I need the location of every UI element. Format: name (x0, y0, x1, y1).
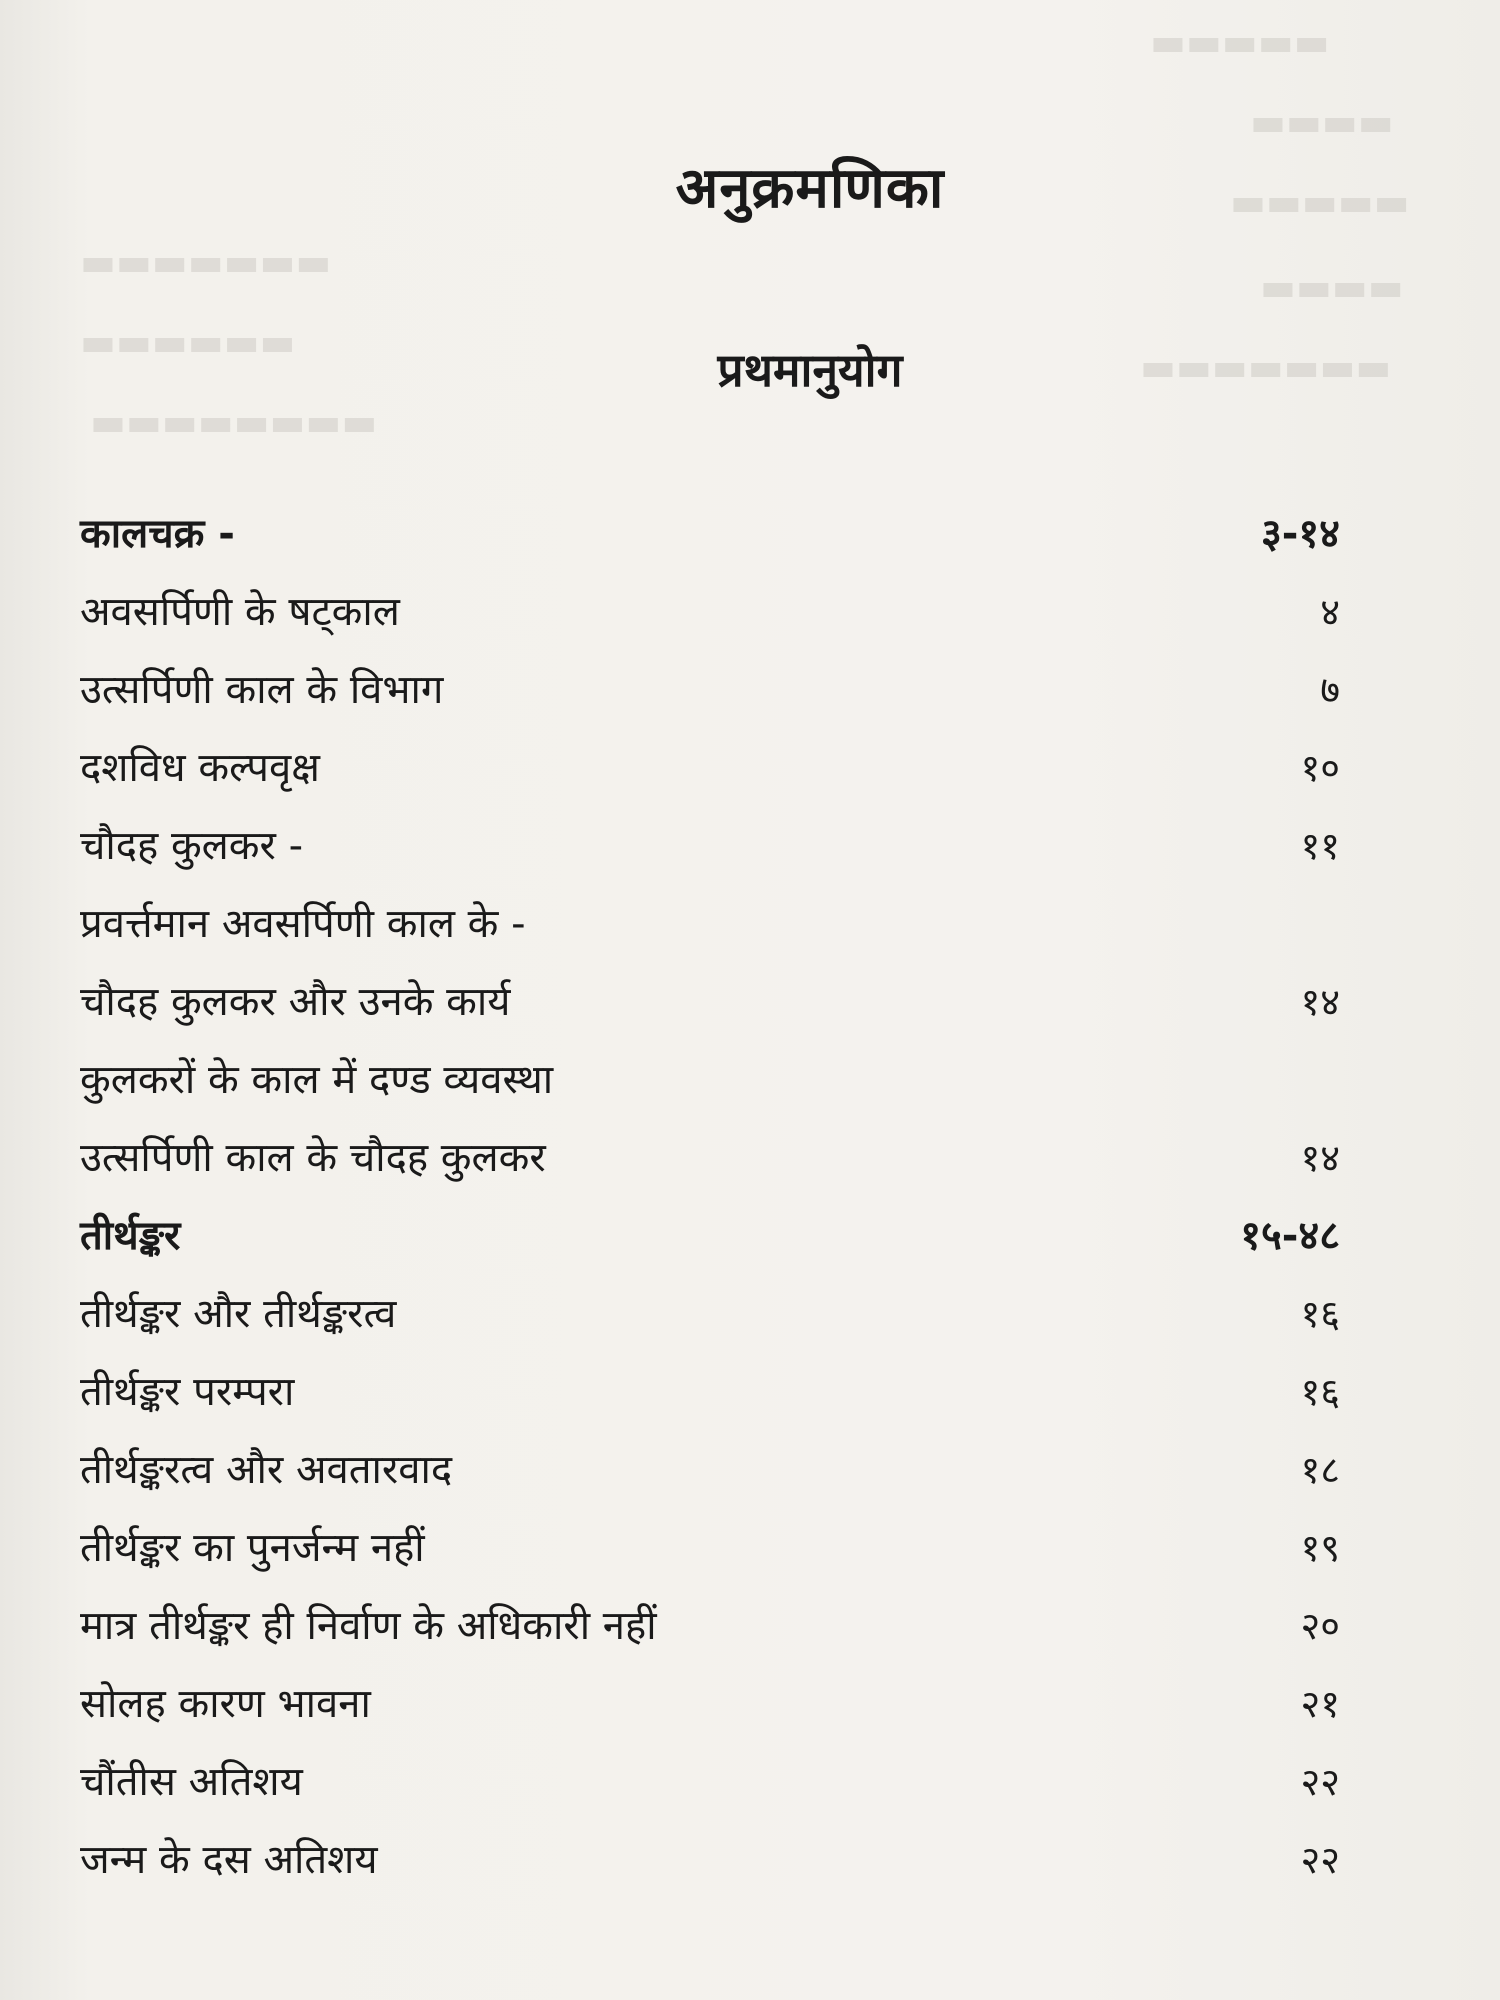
toc-entry-label: चौदह कुलकर और उनके कार्य (80, 979, 511, 1025)
toc-entry-label: तीर्थङ्कर परम्परा (80, 1369, 295, 1415)
toc-entry-page: १९ (1300, 1526, 1340, 1570)
toc-entry-label: तीर्थङ्कर का पुनर्जन्म नहीं (80, 1525, 425, 1571)
toc-entry-label: कुलकरों के काल में दण्ड व्यवस्था (80, 1057, 554, 1103)
toc-entry (80, 729, 1340, 807)
toc-entry-page: ३-१४ (1260, 511, 1340, 557)
toc-entry (80, 885, 1340, 963)
toc-entry-page: १५-४८ (1240, 1213, 1340, 1259)
page-title: अनुक्रमणिका (675, 156, 945, 221)
toc-entry-label: उत्सर्पिणी काल के विभाग (80, 667, 444, 713)
bleed-through-text: ▬▬▬▬▬ (1230, 180, 1410, 224)
toc-entry-label: प्रवर्त्तमान अवसर्पिणी काल के - (80, 901, 526, 947)
bleed-through-text: ▬▬▬▬▬▬▬ (1140, 345, 1392, 389)
toc-entry-label: तीर्थङ्करत्व और अवतारवाद (80, 1447, 453, 1493)
toc-entry (80, 651, 1340, 729)
toc-entry (80, 1353, 1340, 1431)
toc-entry-page: १८ (1300, 1448, 1340, 1492)
toc-entry-page: २० (1300, 1604, 1340, 1648)
toc-entry (80, 1587, 1340, 1665)
toc-entry (80, 1119, 1340, 1197)
toc-entry (80, 1041, 1340, 1119)
toc-entry (80, 1821, 1340, 1899)
toc-entry-label: उत्सर्पिणी काल के चौदह कुलकर (80, 1135, 546, 1181)
bleed-through-text: ▬▬▬▬ (1260, 265, 1404, 309)
toc-entry-page: १६ (1300, 1370, 1340, 1414)
toc-entry-label: दशविध कल्पवृक्ष (80, 745, 320, 791)
bleed-through-text: ▬▬▬▬▬▬▬▬ (90, 400, 378, 444)
table-of-contents (80, 495, 1340, 1899)
toc-entry (80, 1275, 1340, 1353)
toc-entry-label: तीर्थङ्कर और तीर्थङ्करत्व (80, 1291, 397, 1337)
toc-entry (80, 573, 1340, 651)
toc-entry-page: २२ (1300, 1760, 1340, 1804)
bleed-through-text: ▬▬▬▬ (1250, 100, 1394, 144)
bleed-through-text: ▬▬▬▬▬▬▬ (80, 240, 332, 284)
toc-entry-page: १४ (1300, 980, 1340, 1024)
bleed-through-text: ▬▬▬▬▬▬ (80, 320, 296, 364)
toc-entry-page: २२ (1300, 1838, 1340, 1882)
toc-entry-label: तीर्थङ्कर (80, 1213, 181, 1259)
toc-entry-label: चौंतीस अतिशय (80, 1759, 303, 1805)
toc-entry (80, 1431, 1340, 1509)
toc-entry-label: चौदह कुलकर - (80, 823, 304, 869)
toc-entry (80, 1509, 1340, 1587)
toc-entry (80, 1665, 1340, 1743)
toc-entry-page: ४ (1320, 590, 1340, 634)
toc-entry-label: मात्र तीर्थङ्कर ही निर्वाण के अधिकारी नहीं (80, 1603, 657, 1649)
toc-entry (80, 495, 1340, 573)
toc-entry-label: कालचक्र - (80, 511, 235, 557)
toc-entry (80, 807, 1340, 885)
section-subtitle: प्रथमानुयोग (717, 343, 903, 397)
toc-entry-label: अवसर्पिणी के षट्काल (80, 589, 400, 635)
toc-entry-label: जन्म के दस अतिशय (80, 1837, 378, 1883)
toc-entry-page: ११ (1300, 824, 1340, 868)
toc-entry (80, 963, 1340, 1041)
toc-entry-label: सोलह कारण भावना (80, 1681, 371, 1727)
toc-entry (80, 1743, 1340, 1821)
toc-entry-page: १० (1300, 746, 1340, 790)
toc-entry (80, 1197, 1340, 1275)
toc-entry-page: २१ (1300, 1682, 1340, 1726)
toc-entry-page: १४ (1300, 1136, 1340, 1180)
toc-entry-page: ७ (1320, 668, 1340, 712)
bleed-through-text: ▬▬▬▬▬ (1150, 20, 1330, 64)
toc-entry-page: १६ (1300, 1292, 1340, 1336)
